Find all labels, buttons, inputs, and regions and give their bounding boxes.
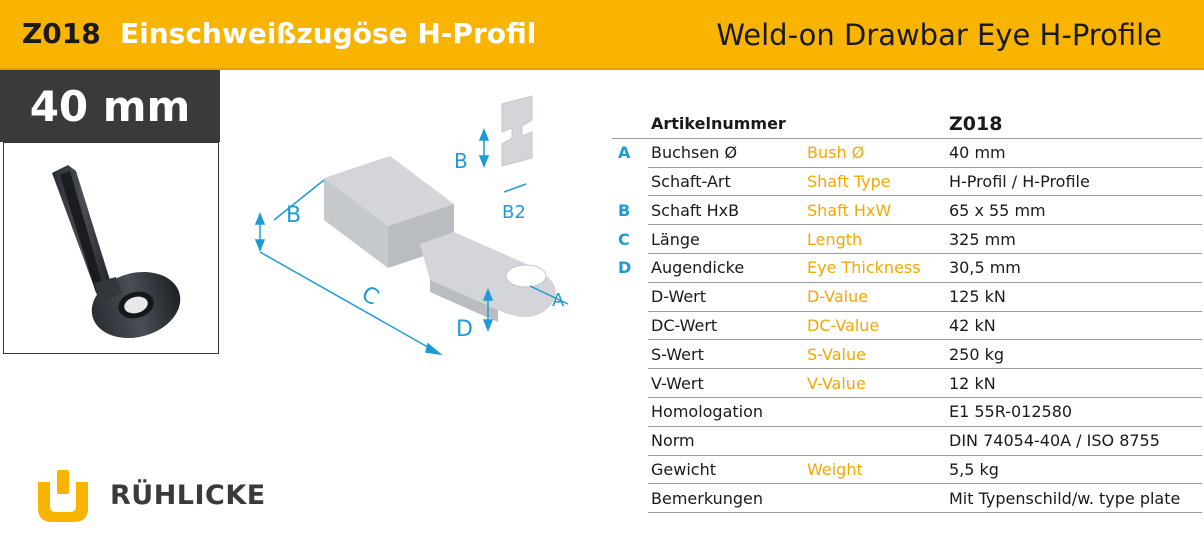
row-label-en	[807, 397, 947, 426]
article-code: Z018	[22, 17, 101, 50]
row-label-en: S-Value	[807, 340, 947, 369]
row-label-en: D-Value	[807, 282, 947, 311]
row-label-en: V-Value	[807, 369, 947, 398]
row-letter	[612, 484, 648, 513]
row-value: DIN 74054-40A / ISO 8755	[947, 426, 1202, 455]
dim-label-b: B	[286, 203, 302, 228]
row-value: 250 kg	[947, 340, 1202, 369]
table-row	[612, 282, 1202, 311]
row-label-de: Bemerkungen	[648, 484, 807, 513]
row-value: H-Profil / H-Profile	[947, 167, 1202, 196]
dim-label-b-section: B	[454, 149, 468, 173]
header-label: Artikelnummer	[648, 110, 947, 138]
row-label-de: DC-Wert	[648, 311, 807, 340]
row-label-de: Homologation	[648, 397, 807, 426]
row-value: 65 x 55 mm	[947, 196, 1202, 225]
dimension-diagram	[240, 92, 610, 382]
row-value: 125 kN	[947, 282, 1202, 311]
brand-mark-icon	[36, 468, 96, 528]
row-value: 42 kN	[947, 311, 1202, 340]
specification-table	[612, 110, 1202, 513]
row-label-de: D-Wert	[648, 282, 807, 311]
header-banner	[0, 0, 1204, 70]
table-row	[612, 253, 1202, 282]
table-row	[612, 397, 1202, 426]
row-value: 30,5 mm	[947, 253, 1202, 282]
row-letter	[612, 426, 648, 455]
row-label-de: V-Wert	[648, 369, 807, 398]
product-photo	[3, 142, 219, 354]
row-value: E1 55R-012580	[947, 397, 1202, 426]
row-letter	[612, 340, 648, 369]
row-letter	[612, 369, 648, 398]
title-german: Einschweißzugöse H-Profil	[120, 17, 537, 50]
table-row	[612, 426, 1202, 455]
size-badge: 40 mm	[0, 70, 220, 142]
row-label-de: Augendicke	[648, 253, 807, 282]
row-label-en: Eye Thickness	[807, 253, 947, 282]
row-value: Mit Typenschild/w. type plate	[947, 484, 1202, 513]
table-row	[612, 138, 1202, 167]
row-label-en: Weight	[807, 455, 947, 484]
row-letter	[612, 282, 648, 311]
row-label-de: Gewicht	[648, 455, 807, 484]
row-value: 12 kN	[947, 369, 1202, 398]
row-label-en: Shaft Type	[807, 167, 947, 196]
row-label-de: Länge	[648, 225, 807, 254]
dim-label-b2: B2	[502, 202, 526, 223]
row-label-en: Shaft HxW	[807, 196, 947, 225]
table-row	[612, 484, 1202, 513]
dim-label-a: A	[552, 290, 565, 311]
brand-name: RÜHLICKE	[110, 480, 266, 511]
row-letter	[612, 455, 648, 484]
row-letter	[612, 397, 648, 426]
table-row	[612, 369, 1202, 398]
row-label-de: Norm	[648, 426, 807, 455]
row-letter	[612, 167, 648, 196]
dim-label-c: C	[357, 281, 383, 311]
row-letter: D	[618, 258, 632, 278]
row-label-en: Length	[807, 225, 947, 254]
row-label-de: Buchsen Ø	[648, 138, 807, 167]
table-row	[612, 340, 1202, 369]
row-letter	[612, 311, 648, 340]
row-letter: C	[618, 229, 630, 249]
table-row	[612, 225, 1202, 254]
row-value: 40 mm	[947, 138, 1202, 167]
row-label-en	[807, 426, 947, 455]
row-label-de: S-Wert	[648, 340, 807, 369]
row-label-en: DC-Value	[807, 311, 947, 340]
row-letter: B	[618, 200, 631, 220]
row-value: 325 mm	[947, 225, 1202, 254]
table-row	[612, 455, 1202, 484]
table-row	[612, 196, 1202, 225]
row-label-de: Schaft-Art	[648, 167, 807, 196]
row-label-en: Bush Ø	[807, 138, 947, 167]
header-value: Z018	[947, 110, 1202, 138]
row-label-en	[807, 484, 947, 513]
dim-label-d: D	[456, 317, 473, 342]
title-english: Weld-on Drawbar Eye H-Profile	[716, 18, 1162, 52]
table-row	[612, 167, 1202, 196]
table-row	[612, 311, 1202, 340]
table-header-row	[612, 110, 1202, 138]
drawbar-eye-photo-icon	[4, 143, 218, 353]
row-label-de: Schaft HxB	[648, 196, 807, 225]
brand-logo	[36, 468, 316, 528]
row-value: 5,5 kg	[947, 455, 1202, 484]
row-letter: A	[618, 143, 631, 163]
